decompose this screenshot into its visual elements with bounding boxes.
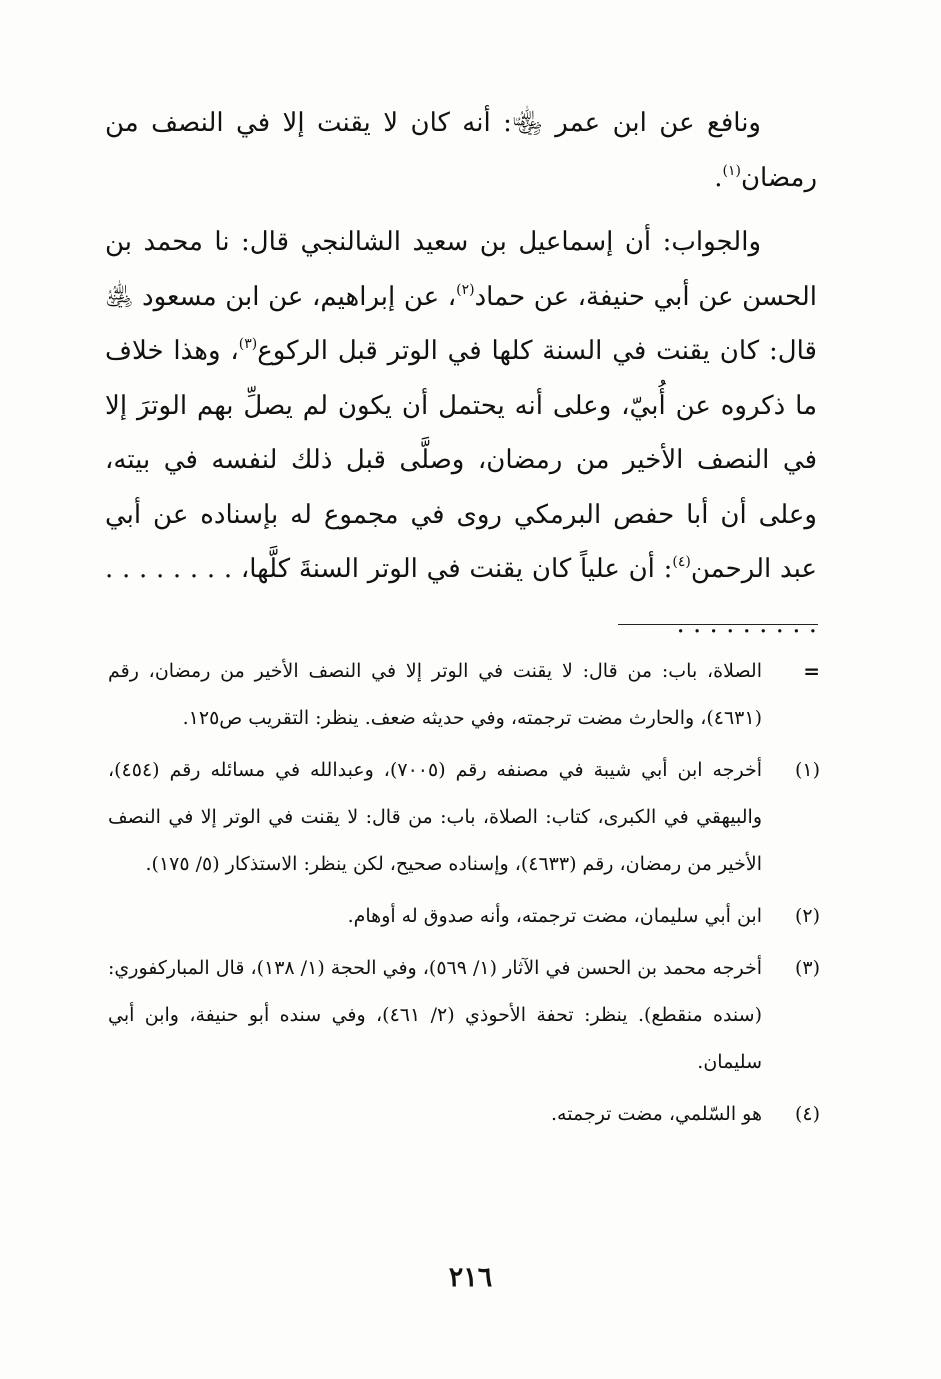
- footnote-3: [108, 945, 820, 1086]
- footnote-2: [108, 893, 820, 940]
- main-text: [105, 96, 817, 651]
- footnote-continued: [108, 648, 820, 742]
- footnote-text: هو السّلمي، مضت ترجمته.: [551, 1103, 762, 1125]
- footnotes: [108, 648, 820, 1143]
- paragraph-2-part-d: : أن علياً كان يقنت في الوتر السنةَ كلَّها،: [232, 554, 673, 584]
- footnote-ref-3: (٣): [238, 336, 258, 352]
- footnote-number: (٣): [794, 957, 820, 979]
- paragraph-1-text: ونافع عن ابن عمر ﵄: أنه كان لا يقنت إلا في النصف من رمضان: [105, 108, 817, 193]
- footnote-text: أخرجه محمد بن الحسن في الآثار (١/ ٥٦٩)، وفي الحجة (١/ ١٣٨)، قال المباركفوري: (سنده منقطع). ينظر: تحفة الأحوذي (٢/ ٤٦١)، وفي سنده أبو حنيفة، وابن أبي سليمان.: [108, 957, 762, 1073]
- footnote-1: [108, 747, 820, 888]
- footnote-text: أخرجه ابن أبي شيبة في مصنفه رقم (٧٠٠٥)، وعبدالله في مسائله رقم (٤٥٤)، والبيهقي في الكبرى، كتاب: الصلاة، باب: من قال: لا يقنت في الوتر إلا في النصف الأخير من رمضان، رقم (٤٦٣٣)، وإسناده صحيح، لكن ينظر: الاستذكار (٥/ ١٧٥).: [108, 759, 762, 875]
- footnote-number: (١): [794, 759, 820, 781]
- page-number: ٢١٦: [448, 1262, 493, 1293]
- footnote-number: (٢): [794, 905, 820, 927]
- footnote-text: الصلاة، باب: من قال: لا يقنت في الوتر إلا في النصف الأخير من رمضان، رقم (٤٦٣١)، والحارث مضت ترجمته، وفي حديثه ضعف. ينظر: التقريب ص١٢٥.: [108, 660, 762, 729]
- footnote-text: ابن أبي سليمان، مضت ترجمته، وأنه صدوق له أوهام.: [347, 905, 762, 927]
- footnote-ref-2: (٢): [456, 281, 475, 298]
- footnote-4: [108, 1091, 820, 1138]
- paragraph-2-part-c: ، وهذا خلاف ما ذكروه عن أُبيّ، وعلى أنه يحتمل أن يكون لم يصلِّ بهم الوترَ إلا في النصف الأخير من رمضان، وصلَّى قبل ذلك لنفسه في بيته، وعلى أن أبا حفص البرمكي روى في مجموع له بإسناده عن أبي عبد الرحمن: [105, 336, 817, 584]
- continuation-dots: . . . . . . . . . . . . . . . . .: [105, 554, 817, 639]
- footnote-number: (٤): [794, 1103, 820, 1125]
- paragraph-1-end: .: [714, 162, 723, 193]
- paragraph-2: [105, 215, 817, 651]
- paragraph-1: [105, 96, 817, 205]
- footnote-ref-1: (١): [722, 162, 741, 179]
- footnote-separator: [618, 624, 818, 625]
- paragraph-2-part-b: ، عن إبراهيم، عن ابن مسعود ﵁ قال: كان يقنت في السنة كلها في الوتر قبل الركوع: [105, 281, 817, 366]
- paragraph-2-part-a: والجواب: أن إسماعيل بن سعيد الشالنجي قال: نا محمد بن الحسن عن أبي حنيفة، عن حماد: [105, 227, 817, 312]
- footnote-ref-4: (٤): [672, 554, 691, 570]
- footnote-marker: =: [803, 659, 820, 683]
